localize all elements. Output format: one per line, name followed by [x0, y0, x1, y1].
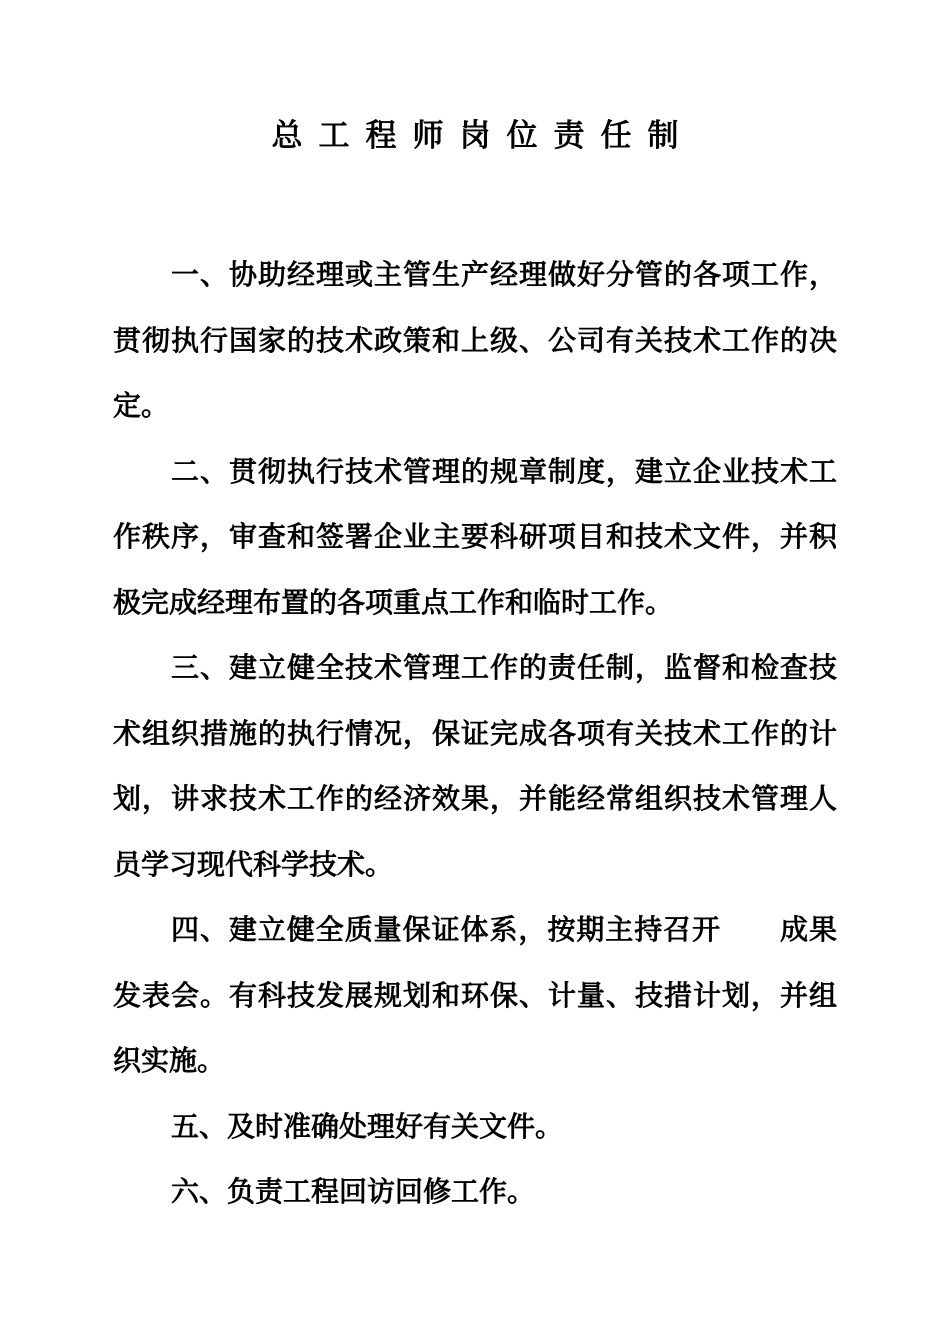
paragraph-5: 五、及时准确处理好有关文件。	[171, 1109, 564, 1143]
paragraph-4-part-2: 成果发表会。有科技发展规划和环保、计量、技措计划，并组织实施。	[113, 913, 837, 1077]
document-title: 总工程师岗位责任制	[271, 118, 695, 154]
paragraph-4-part-1: 四、建立健全质量保证体系，按期主持召开	[171, 913, 722, 946]
paragraph-3: 三、建立健全技术管理工作的责任制，监督和检查技术组织措施的执行情况，保证完成各项有关技术工作的计划，讲求技术工作的经济效果，并能经常组织技术管理人员学习现代科学技术。	[113, 651, 837, 881]
paragraph-2: 二、贯彻执行技术管理的规章制度，建立企业技术工作秩序，审查和签署企业主要科研项目和技术文件，并积极完成经理布置的各项重点工作和临时工作。	[113, 454, 837, 619]
document-body	[113, 242, 837, 1225]
paragraph-4	[113, 897, 837, 1094]
paragraph-6: 六、负责工程回访回修工作。	[171, 1175, 536, 1208]
paragraph-1: 一、协助经理或主管生产经理做好分管的各项工作，贯彻执行国家的技术政策和上级、公司有关技术工作的决定。	[113, 258, 837, 422]
